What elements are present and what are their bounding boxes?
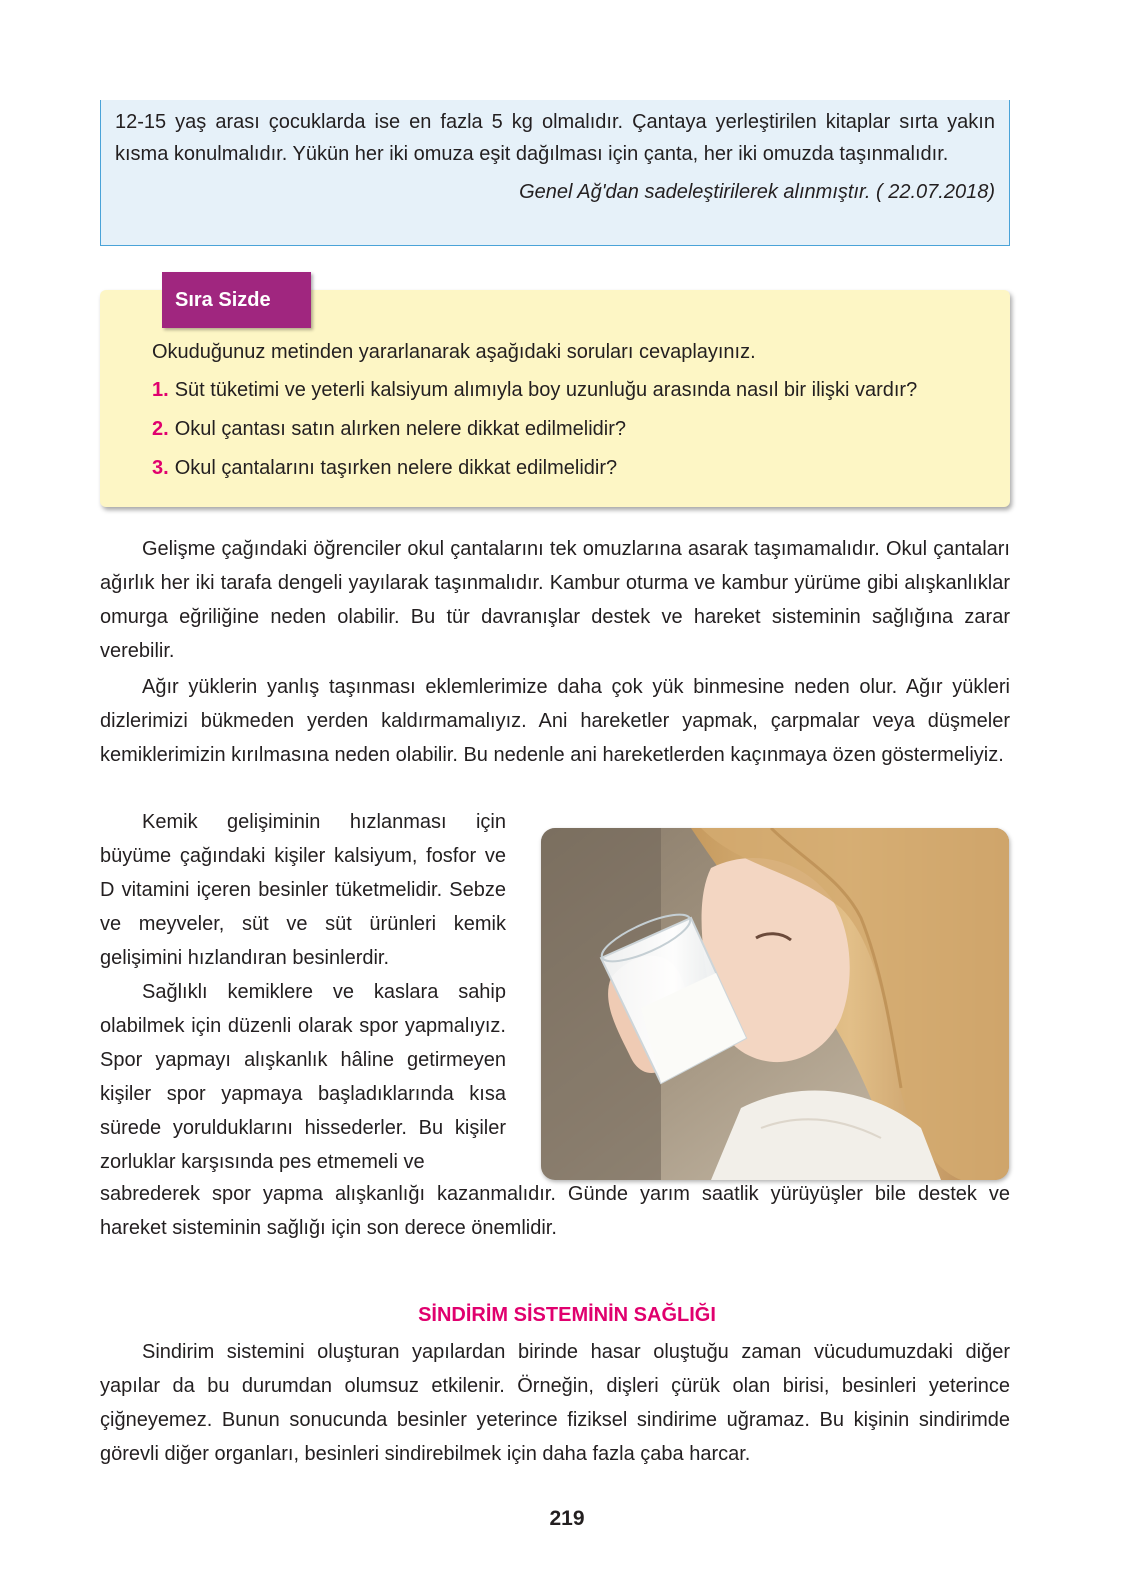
girl-drinking-milk-photo <box>541 828 1009 1180</box>
paragraph-posture: Gelişme çağındaki öğrenciler okul çantalarını tek omuzlarına asarak taşımamalıdır. Okul çantaları ağırlık her iki tarafa dengeli yayılarak taşınmalıdır. Kambur oturma ve kambur yürüme gibi alışkanlıklar omurga eğriliğine neden olabilir. Bu tür davranışlar destek ve hareket sisteminin sağlığına zarar verebilir. <box>100 538 1010 662</box>
task-question-text: Süt tüketimi ve yeterli kalsiyum alımıyla boy uzunluğu arasında nasıl bir ilişki vardır? <box>174 379 918 401</box>
task-question-list <box>152 376 917 493</box>
paragraph-digestive-health: Sindirim sistemini oluşturan yapılardan birinde hasar oluştuğu zaman vücudumuzdaki diğer yapılar da bu durumdan olumsuz etkilenir. Örneğin, dişleri çürük olan birisi, besinleri yeterince çiğneyemez. Bunun sonucunda besinler yeterince fiziksel sindirime uğramaz. Bu kişinin sindirimde görevli diğer organları, besinleri sindirebilmek için daha fazla çaba harcar. <box>100 1341 1010 1465</box>
paragraph-sport-continued: sabrederek spor yapma alışkanlığı kazanmalıdır. Günde yarım saatlik yürüyüşler bile destek ve hareket sisteminin sağlığı için son derece önemlidir. <box>100 1183 1010 1239</box>
task-box <box>100 290 1010 507</box>
task-intro: Okuduğunuz metinden yararlanarak aşağıdaki soruları cevaplayınız. <box>152 341 756 363</box>
section-title: SİNDİRİM SİSTEMİNİN SAĞLIĞI <box>418 1304 716 1326</box>
info-box <box>100 100 1010 246</box>
task-question-number: 3. <box>152 457 169 479</box>
info-source: Genel Ağ'dan sadeleştirilerek alınmıştır. ( 22.07.2018) <box>519 181 995 203</box>
task-tab-label: Sıra Sizde <box>162 272 311 328</box>
task-question-text: Okul çantalarını taşırken nelere dikkat edilmelidir? <box>174 457 618 479</box>
task-question <box>152 415 917 443</box>
paragraph-sport: Sağlıklı kemiklere ve kaslara sahip olabilmek için düzenli olarak spor yapmalıyız. Spor yapmayı alışkanlık hâline getirmeyen kişiler spor yapmaya başladıklarında kısa sürede yorulduklarını hissederler. Bu kişiler zorluklar karşısında pes etmemeli ve <box>100 981 506 1173</box>
task-question <box>152 454 917 482</box>
paragraph-heavy-loads: Ağır yüklerin yanlış taşınması eklemlerimize daha çok yük binmesine neden olur. Ağır yükleri dizlerimizi bükmeden yerden kaldırmamalıyız. Ani hareketler yapmak, çarpmalar veya düşmeler kemiklerimizin kırılmasına neden olabilir. Bu nedenle ani hareketlerden kaçınmaya özen göstermeliyiz. <box>100 676 1010 766</box>
task-question <box>152 376 917 404</box>
page-number: 219 <box>549 1507 585 1530</box>
task-question-number: 1. <box>152 379 169 401</box>
task-question-text: Okul çantası satın alırken nelere dikkat edilmelidir? <box>174 418 627 440</box>
info-text: 12-15 yaş arası çocuklarda ise en fazla 5 kg olmalıdır. Çantaya yerleştirilen kitaplar sırta yakın kısma konulmalıdır. Yükün her iki omuza eşit dağılması için çanta, her iki omuzda taşınmalıdır. <box>115 111 995 165</box>
paragraph-bone-growth: Kemik gelişiminin hızlanması için büyüme çağındaki kişiler kalsiyum, fosfor ve D vitamini içeren besinler tüketmelidir. Sebze ve meyveler, süt ve süt ürünleri kemik gelişimini hızlandıran besinlerdir. <box>100 811 506 969</box>
task-question-number: 2. <box>152 418 169 440</box>
